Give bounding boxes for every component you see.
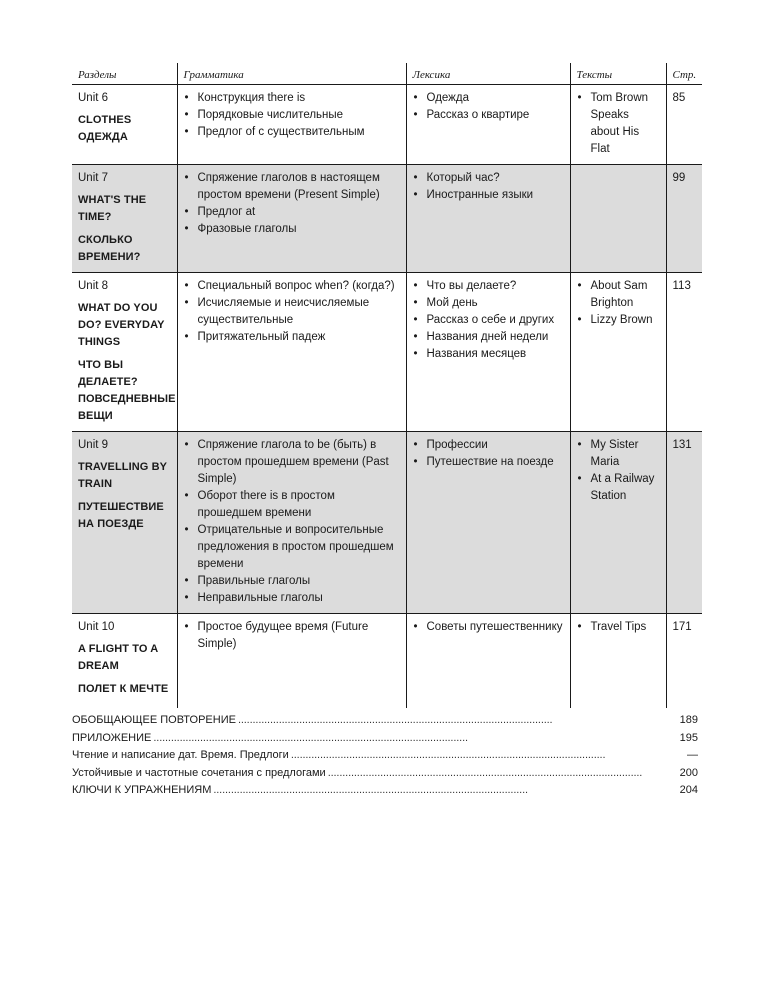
grammar-item: • Притяжательный падеж [184,329,400,346]
unit-number: Unit 10 [78,621,115,633]
contents-table [72,63,702,708]
vocabulary-item: • Который час? [413,170,564,187]
grammar-cell [177,432,406,614]
summary-page: 200 [679,766,698,779]
unit-cell [72,165,177,273]
vocabulary-item: • Мой день [413,295,564,312]
texts-cell [570,165,666,273]
vocabulary-item: • Путешествие на поезде [413,454,564,471]
unit-row [72,165,702,273]
unit-row [72,614,702,709]
unit-title-en: WHAT DO YOU DO? EVERYDAY THINGS [78,302,165,348]
header-row [72,63,702,85]
grammar-item: • Специальный вопрос when? (когда?) [184,278,400,295]
grammar-item: • Исчисляемые и неисчисляемые существительные [184,295,400,329]
text-item: • My Sister Maria [577,437,660,471]
grammar-item: • Предлог at [184,204,400,221]
summary-label: Чтение и написание дат. Время. Предлоги [72,749,289,761]
grammar-item: • Неправильные глаголы [184,590,400,607]
summary-label: ПРИЛОЖЕНИЕ [72,731,152,744]
leader-dots [238,712,678,730]
grammar-item: • Оборот there is в простом прошедшем времени [184,488,400,522]
page-number: 113 [666,273,702,432]
unit-title-en: CLOTHES [78,114,132,126]
unit-title-ru: ПОЛЕТ К МЕЧТЕ [78,683,169,695]
vocabulary-item: • Что вы делаете? [413,278,564,295]
unit-cell [72,273,177,432]
summary-label: Устойчивые и частотные сочетания с предлогами [72,766,326,779]
texts-cell [570,273,666,432]
summary-page: 195 [679,731,698,744]
grammar-cell [177,614,406,709]
summary-page: — [687,749,698,761]
summary-entry [72,747,698,765]
vocabulary-cell [406,85,570,165]
unit-number: Unit 7 [78,172,109,184]
grammar-item: • Конструкция there is [184,90,400,107]
page-number: 171 [666,614,702,709]
unit-title-en: WHAT'S THE TIME? [78,194,147,223]
vocabulary-item: • Иностранные языки [413,187,564,204]
vocabulary-item: • Названия месяцев [413,346,564,363]
unit-row [72,273,702,432]
summary-label: ОБОБЩАЮЩЕЕ ПОВТОРЕНИЕ [72,714,236,726]
vocabulary-item: • Одежда [413,90,564,107]
unit-title-ru: ПУТЕШЕСТВИЕ НА ПОЕЗДЕ [78,501,164,530]
header-texts: Тексты [570,63,666,85]
vocabulary-item: • Названия дней недели [413,329,564,346]
leader-dots [328,765,678,783]
leader-dots [291,747,685,765]
vocabulary-item: • Профессии [413,437,564,454]
vocabulary-item: • Рассказ о квартире [413,107,564,124]
text-item: • Lizzy Brown [577,312,660,329]
grammar-item: • Правильные глаголы [184,573,400,590]
page-number: 131 [666,432,702,614]
header-sections: Разделы [72,63,177,85]
unit-title-ru: ОДЕЖДА [78,131,128,143]
header-page: Стр. [666,63,702,85]
grammar-item: • Предлог of с существительным [184,124,400,141]
vocabulary-item: • Советы путешественнику [413,619,564,636]
unit-row [72,432,702,614]
grammar-item: • Простое будущее время (Future Simple) [184,619,400,653]
unit-title-ru: ЧТО ВЫ ДЕЛАЕТЕ? ПОВСЕДНЕВНЫЕ ВЕЩИ [78,359,176,422]
text-item: • Travel Tips [577,619,660,636]
vocabulary-item: • Рассказ о себе и других [413,312,564,329]
vocabulary-cell [406,614,570,709]
summary-entry [72,765,698,783]
leader-dots [213,782,677,800]
unit-number: Unit 9 [78,439,109,451]
texts-cell [570,614,666,709]
unit-title-en: A FLIGHT TO A DREAM [78,643,158,672]
grammar-cell [177,165,406,273]
unit-title-en: TRAVELLING BY TRAIN [78,461,167,490]
vocabulary-cell [406,165,570,273]
grammar-cell [177,273,406,432]
text-item: • Tom Brown Speaks about His Flat [577,90,660,158]
summary-entry [72,712,698,730]
grammar-item: • Отрицательные и вопросительные предложения в простом прошедшем времени [184,522,400,573]
grammar-item: • Порядковые числительные [184,107,400,124]
texts-cell [570,85,666,165]
texts-cell [570,432,666,614]
vocabulary-cell [406,432,570,614]
grammar-item: • Фразовые глаголы [184,221,400,238]
vocabulary-cell [406,273,570,432]
summary-label: КЛЮЧИ К УПРАЖНЕНИЯМ [72,784,212,796]
unit-title-ru: СКОЛЬКО ВРЕМЕНИ? [78,234,141,263]
grammar-cell [177,85,406,165]
text-item: • About Sam Brighton [577,278,660,312]
header-grammar: Грамматика [177,63,406,85]
text-item: • At a Railway Station [577,471,660,505]
header-vocabulary: Лексика [406,63,570,85]
page-number: 99 [666,165,702,273]
summary-page: 204 [679,784,698,796]
grammar-item: • Спряжение глаголов в настоящем простом времени (Present Simple) [184,170,400,204]
summary-list [72,712,698,800]
summary-page: 189 [679,714,698,726]
summary-entry [72,782,698,800]
unit-cell [72,85,177,165]
unit-cell [72,432,177,614]
unit-number: Unit 6 [78,92,109,104]
grammar-item: • Спряжение глагола to be (быть) в простом прошедшем времени (Past Simple) [184,437,400,488]
unit-cell [72,614,177,709]
unit-row [72,85,702,165]
summary-entry [72,730,698,748]
page-number: 85 [666,85,702,165]
leader-dots [153,730,677,748]
unit-number: Unit 8 [78,280,109,292]
